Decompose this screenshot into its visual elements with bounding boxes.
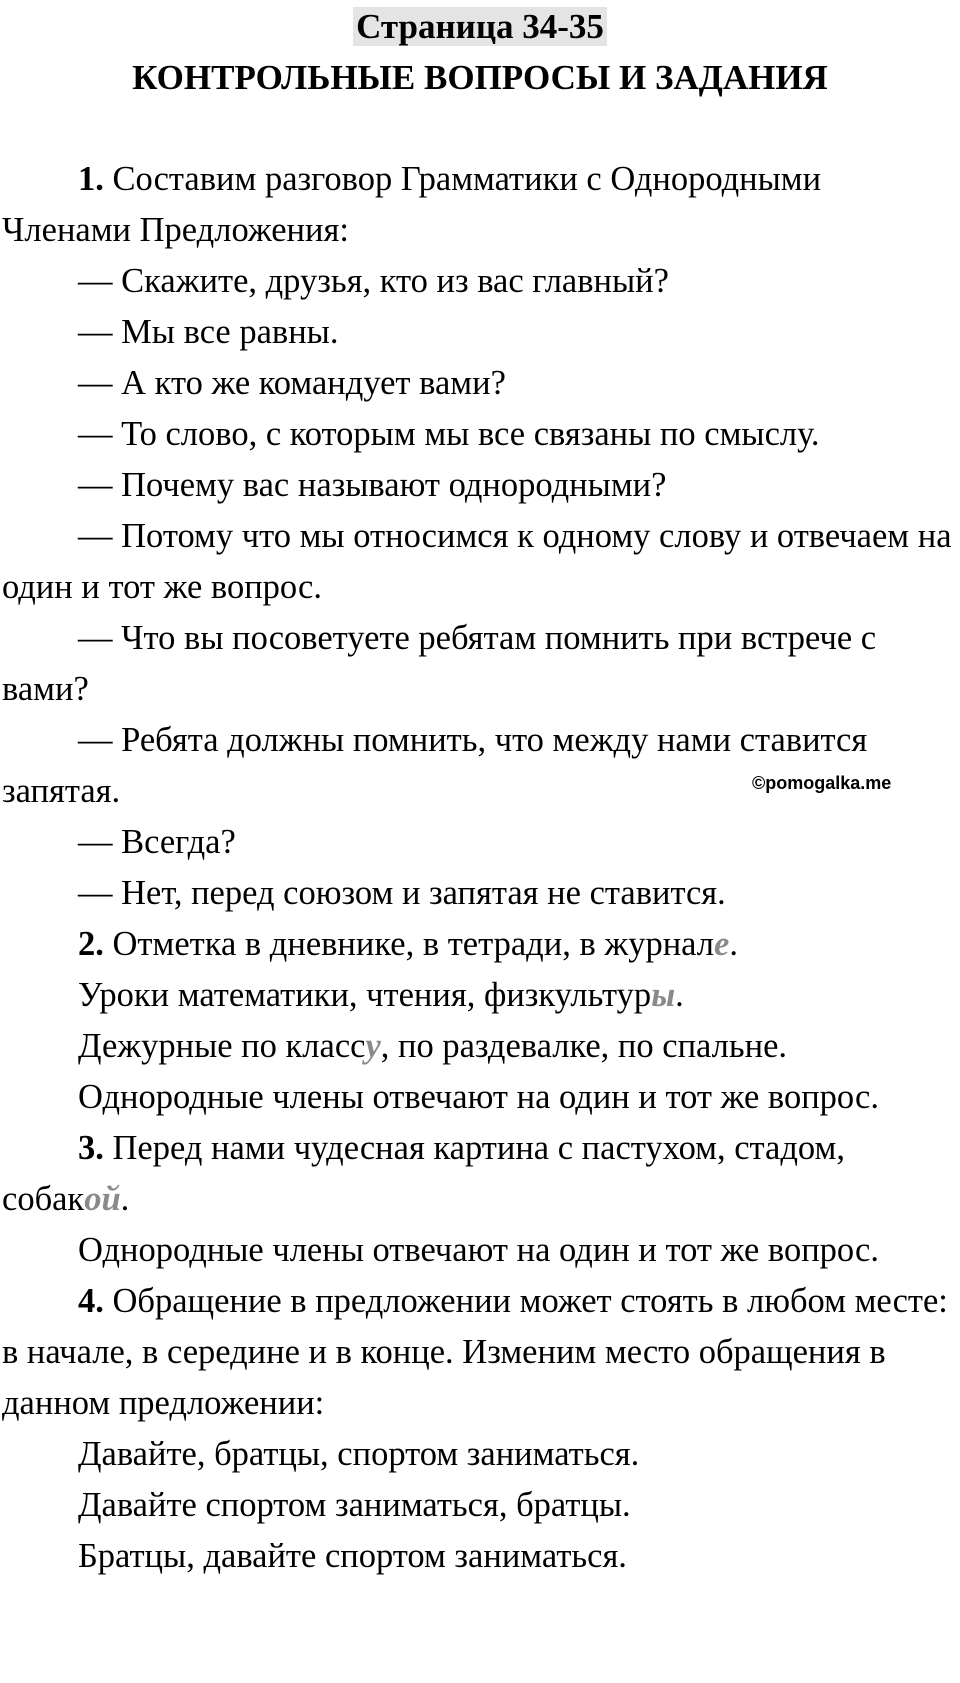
task-number: 2. xyxy=(78,925,104,963)
example-sentence: Давайте спортом заниматься, братцы. xyxy=(78,1486,631,1524)
task-1-intro: 1. Составим разговор Грамматики с Однородными Членами Предложения: xyxy=(2,160,822,249)
dialog-line: — Скажите, друзья, кто из вас главный? xyxy=(78,262,669,300)
task-2-line-2: Уроки математики, чтения, физкультуры. xyxy=(78,976,684,1014)
dialog-line: — Ребята должны помнить, что между нами ставится запятая. xyxy=(2,721,868,810)
highlighted-ending: у xyxy=(365,1027,381,1065)
highlighted-ending: ой xyxy=(84,1180,121,1218)
section-title: КОНТРОЛЬНЫЕ ВОПРОСЫ И ЗАДАНИЯ xyxy=(132,58,828,97)
task-3-conclusion: Однородные члены отвечают на один и тот же вопрос. xyxy=(78,1231,879,1269)
dialog-line: — Что вы посоветуете ребятам помнить при встрече с вами? xyxy=(2,619,877,708)
task-number: 1. xyxy=(78,160,104,198)
dialog-line: — То слово, с которым мы все связаны по смыслу. xyxy=(78,415,820,453)
example-sentence: Братцы, давайте спортом заниматься. xyxy=(78,1537,627,1575)
dialog-line: — А кто же командует вами? xyxy=(78,364,506,402)
dialog-line: — Потому что мы относимся к одному слову и отвечаем на один и тот же вопрос. xyxy=(2,517,952,606)
task-2-line-1: 2. Отметка в дневнике, в тетради, в журнале. xyxy=(78,925,738,963)
dialog-line: — Нет, перед союзом и запятая не ставится. xyxy=(78,874,726,912)
page-number-heading: Страница 34-35 xyxy=(0,4,960,50)
dialog-line: — Почему вас называют однородными? xyxy=(78,466,667,504)
example-sentence: Давайте, братцы, спортом заниматься. xyxy=(78,1435,640,1473)
dialog-line: — Мы все равны. xyxy=(78,313,339,351)
document-body xyxy=(2,154,957,1582)
task-4-intro: 4. Обращение в предложении может стоять в любом месте: в начале, в середине и в конце. Изменим место обращения в данном предложении: xyxy=(2,1282,948,1422)
task-2-conclusion: Однородные члены отвечают на один и тот же вопрос. xyxy=(78,1078,879,1116)
highlighted-ending: ы xyxy=(651,976,676,1014)
task-2-line-3: Дежурные по классу, по раздевалке, по спальне. xyxy=(78,1027,788,1065)
task-number: 3. xyxy=(78,1129,104,1167)
task-number: 4. xyxy=(78,1282,104,1320)
task-3-line-1: 3. Перед нами чудесная картина с пастухом, стадом, собакой. xyxy=(2,1129,845,1218)
highlighted-ending: е xyxy=(714,925,730,963)
dialog-line: — Всегда? xyxy=(78,823,236,861)
watermark: ©pomogalka.me xyxy=(752,773,892,793)
